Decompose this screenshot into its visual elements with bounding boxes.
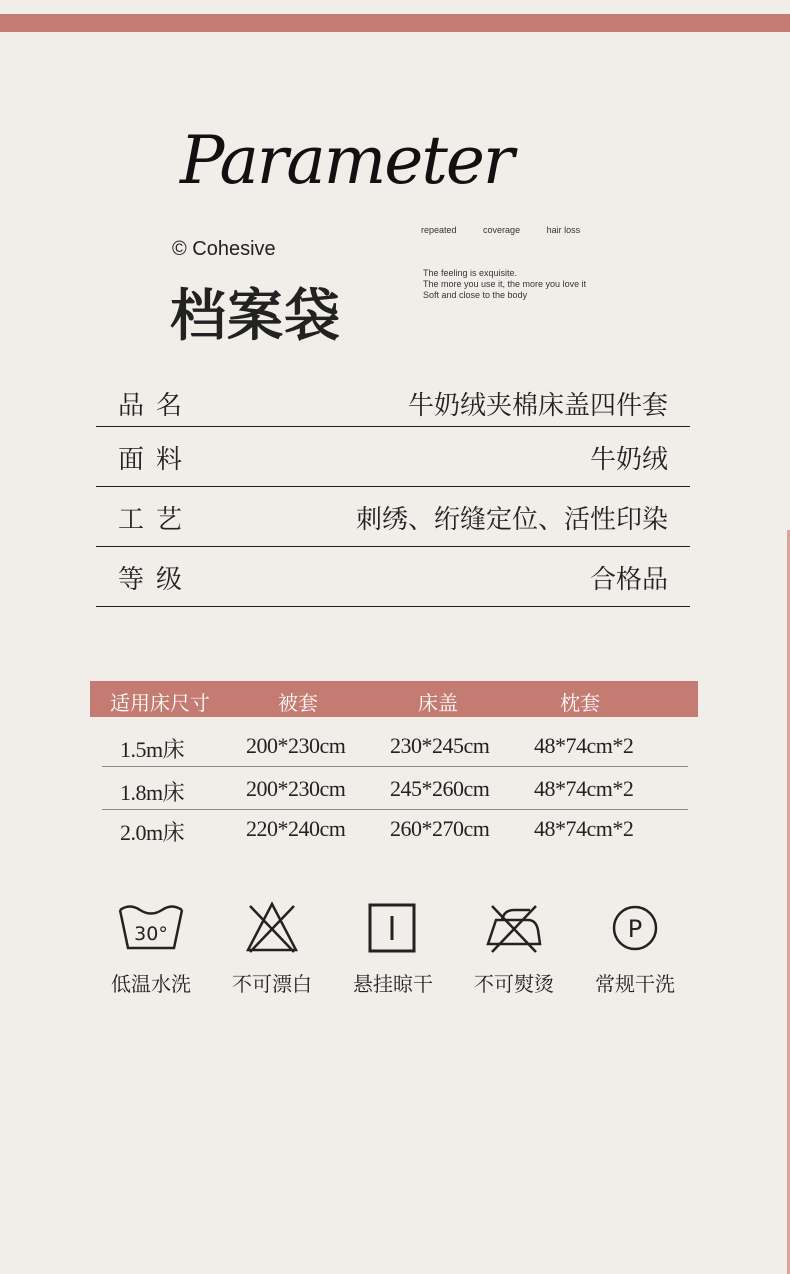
tag-list	[421, 225, 604, 235]
parameter-row	[96, 427, 690, 487]
parameter-label: 工艺	[118, 505, 195, 535]
care-item	[338, 900, 448, 997]
table-cell: 48*74cm*2	[534, 816, 634, 841]
table-cell: 230*245cm	[390, 733, 490, 758]
dry-clean-p-icon	[607, 900, 663, 956]
parameter-row	[96, 547, 690, 607]
parameter-value: 牛奶绒	[589, 445, 668, 475]
chinese-title: 档案袋	[170, 284, 341, 349]
tagline-line: The more you use it, the more you love it	[423, 279, 587, 289]
table-cell: 200*230cm	[246, 776, 346, 801]
table-cell: 1.5m床	[120, 737, 185, 762]
parameter-list	[96, 380, 690, 607]
care-label: 不可熨烫	[474, 972, 554, 996]
care-label: 低温水洗	[111, 972, 191, 996]
tagline	[423, 268, 586, 301]
table-row	[102, 770, 688, 810]
care-item	[580, 900, 690, 997]
care-item	[96, 900, 206, 997]
parameter-label: 等级	[118, 565, 195, 595]
parameter-label: 品名	[118, 391, 195, 421]
care-label: 悬挂晾干	[353, 972, 433, 996]
no-iron-icon	[484, 900, 544, 956]
column-header-bedspread: 床盖	[418, 691, 458, 715]
tag-item: hair loss	[546, 225, 581, 235]
care-item	[459, 900, 569, 997]
tagline-line: The feeling is exquisite.	[423, 268, 518, 278]
table-row	[102, 810, 688, 850]
line-dry-icon	[365, 900, 421, 956]
table-cell: 48*74cm*2	[534, 733, 634, 758]
care-label: 不可漂白	[232, 972, 312, 996]
table-cell: 1.8m床	[120, 780, 185, 805]
care-item	[217, 900, 327, 997]
parameter-row	[96, 487, 690, 547]
top-accent-bar	[0, 14, 790, 32]
column-header-bed: 适用床尺寸	[110, 691, 210, 715]
table-cell: 220*240cm	[246, 816, 346, 841]
no-bleach-icon	[244, 900, 300, 956]
brand-name: © Cohesive	[172, 238, 276, 260]
column-header-pillowcase: 枕套	[560, 691, 600, 715]
table-cell: 245*260cm	[390, 776, 490, 801]
table-cell: 2.0m床	[120, 820, 185, 845]
parameter-label: 面料	[118, 445, 195, 475]
table-cell: 48*74cm*2	[534, 776, 634, 801]
parameter-value: 合格品	[589, 565, 668, 595]
table-row	[102, 727, 688, 767]
tagline-line: Soft and close to the body	[423, 290, 528, 300]
page-title: Parameter	[180, 122, 513, 199]
table-cell: 200*230cm	[246, 733, 346, 758]
table-cell: 260*270cm	[390, 816, 490, 841]
parameter-value: 牛奶绒夹棉床盖四件套	[407, 391, 668, 421]
parameter-row	[96, 380, 690, 427]
tag-item: coverage	[483, 225, 521, 235]
wash-30-icon	[118, 900, 184, 956]
parameter-value: 刺绣、绗缝定位、活性印染	[355, 505, 668, 535]
size-table-header	[90, 681, 698, 717]
care-label: 常规干洗	[595, 972, 675, 996]
wash-temperature: 30°	[134, 923, 168, 945]
tag-item: repeated	[421, 225, 457, 235]
dry-clean-symbol: P	[627, 915, 643, 943]
column-header-duvet: 被套	[278, 691, 318, 715]
